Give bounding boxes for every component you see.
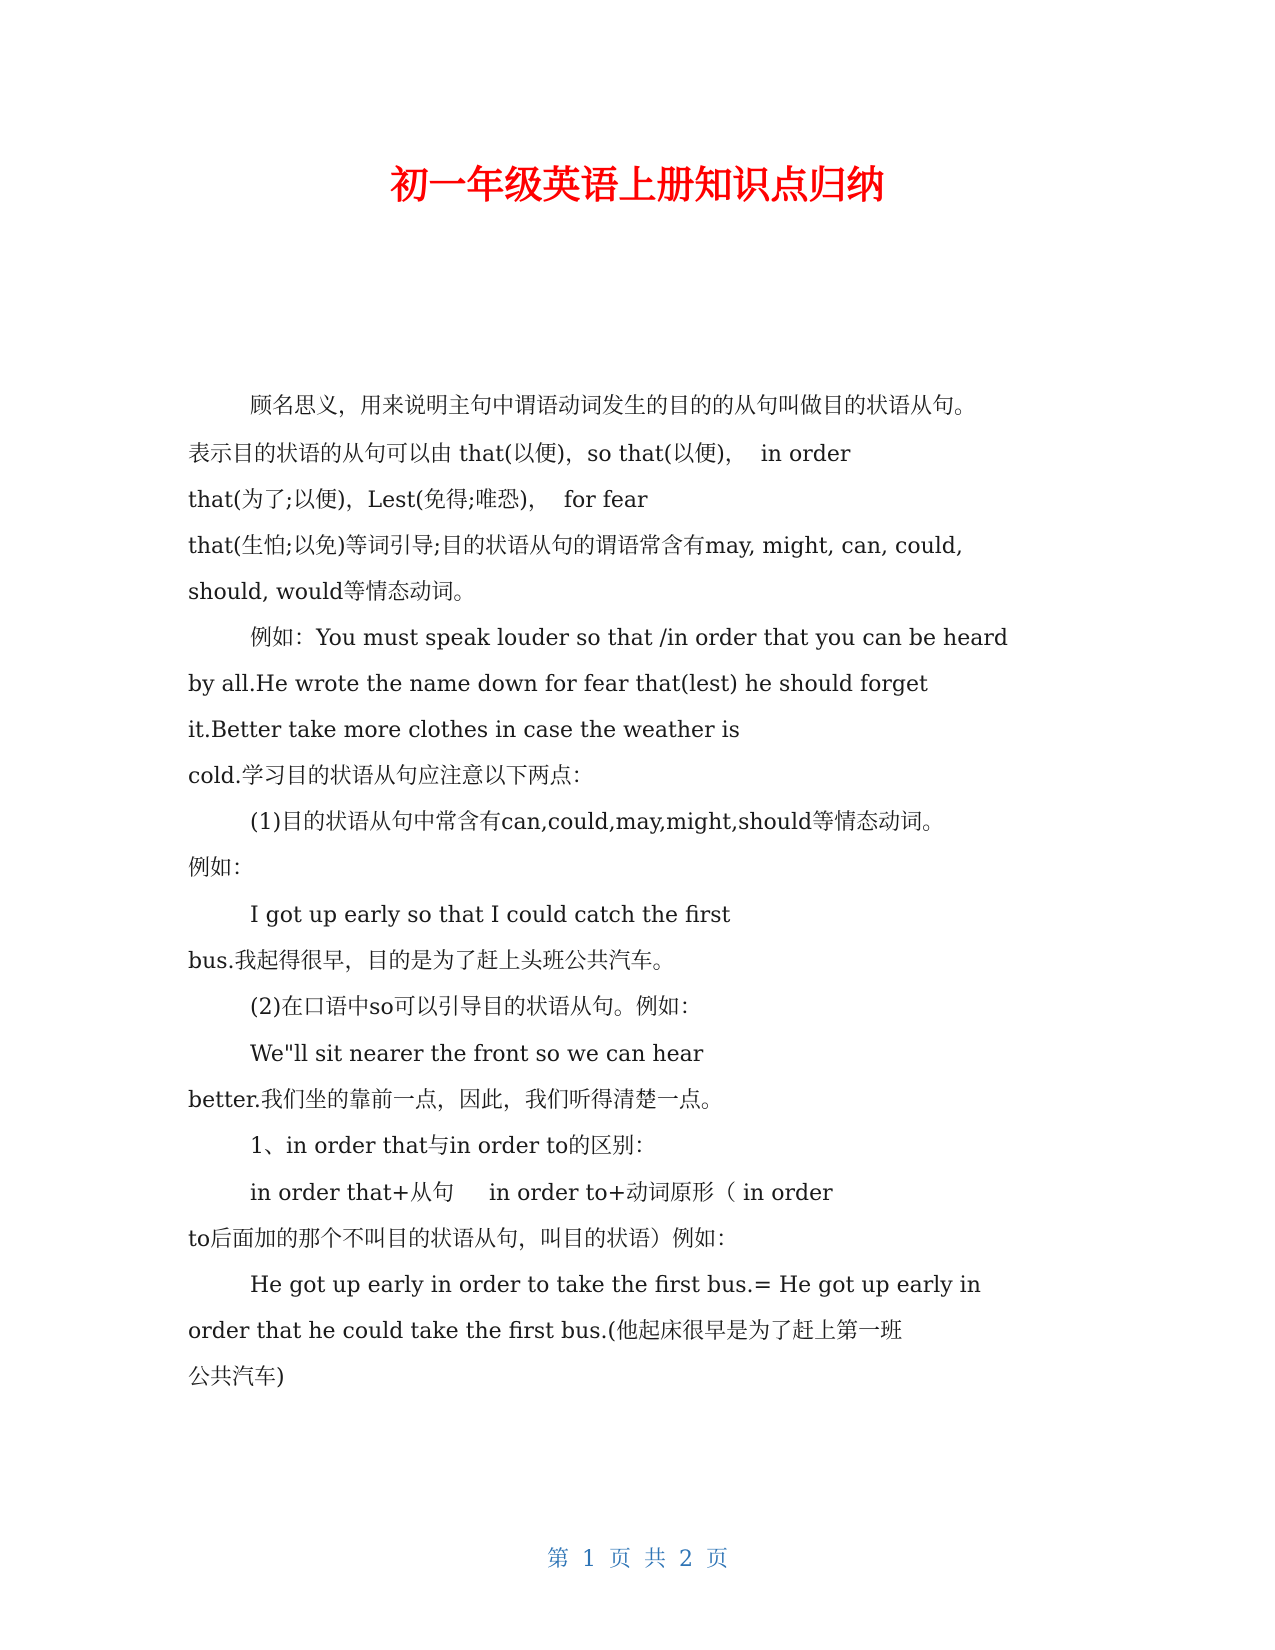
paragraph-line: that(生怕;以免)等词引导;目的状语从句的谓语常含有may, might, can, could, <box>188 534 963 559</box>
paragraph-line: 表示目的状语的从句可以由 that(以便)，so that(以便)， in order <box>188 442 851 467</box>
paragraph-line: to后面加的那个不叫目的状语从句，叫目的状语）例如： <box>188 1227 739 1252</box>
paragraph-line: by all.He wrote the name down for fear that(lest) he should forget <box>188 672 928 697</box>
paragraph-line: (1)目的状语从句中常含有can,could,may,might,should等情态动词。 <box>250 810 945 835</box>
paragraph-line: 例如：You must speak louder so that /in order that you can be heard <box>250 626 1008 651</box>
document-title: 初一年级英语上册知识点归纳 <box>390 163 885 207</box>
paragraph-line: 顾名思义，用来说明主句中谓语动词发生的目的的从句叫做目的状语从句。 <box>250 394 977 419</box>
paragraph-line: 1、in order that与in order to的区别： <box>250 1134 657 1159</box>
paragraph-line: should, would等情态动词。 <box>188 580 476 605</box>
paragraph-line: better.我们坐的靠前一点，因此，我们听得清楚一点。 <box>188 1088 723 1113</box>
paragraph-line: He got up early in order to take the first bus.= He got up early in <box>250 1273 981 1298</box>
paragraph-line: (2)在口语中so可以引导目的状语从句。例如： <box>250 995 702 1020</box>
page-number-footer: 第 1 页 共 2 页 <box>547 1547 728 1572</box>
paragraph-line: that(为了;以便)，Lest(免得;唯恐)， for fear <box>188 488 648 513</box>
paragraph-line: bus.我起得很早，目的是为了赶上头班公共汽车。 <box>188 949 675 974</box>
paragraph-line: 例如： <box>188 856 255 881</box>
paragraph-line: 公共汽车) <box>188 1365 285 1390</box>
paragraph-line: order that he could take the first bus.(他起床很早是为了赶上第一班 <box>188 1319 903 1344</box>
paragraph-line: I got up early so that I could catch the first <box>250 903 731 928</box>
paragraph-line: cold.学习目的状语从句应注意以下两点： <box>188 764 594 789</box>
paragraph-line: We"ll sit nearer the front so we can hear <box>250 1042 704 1067</box>
paragraph-line: it.Better take more clothes in case the weather is <box>188 718 740 743</box>
paragraph-line: in order that+从句 in order to+动词原形（ in order <box>250 1181 833 1206</box>
